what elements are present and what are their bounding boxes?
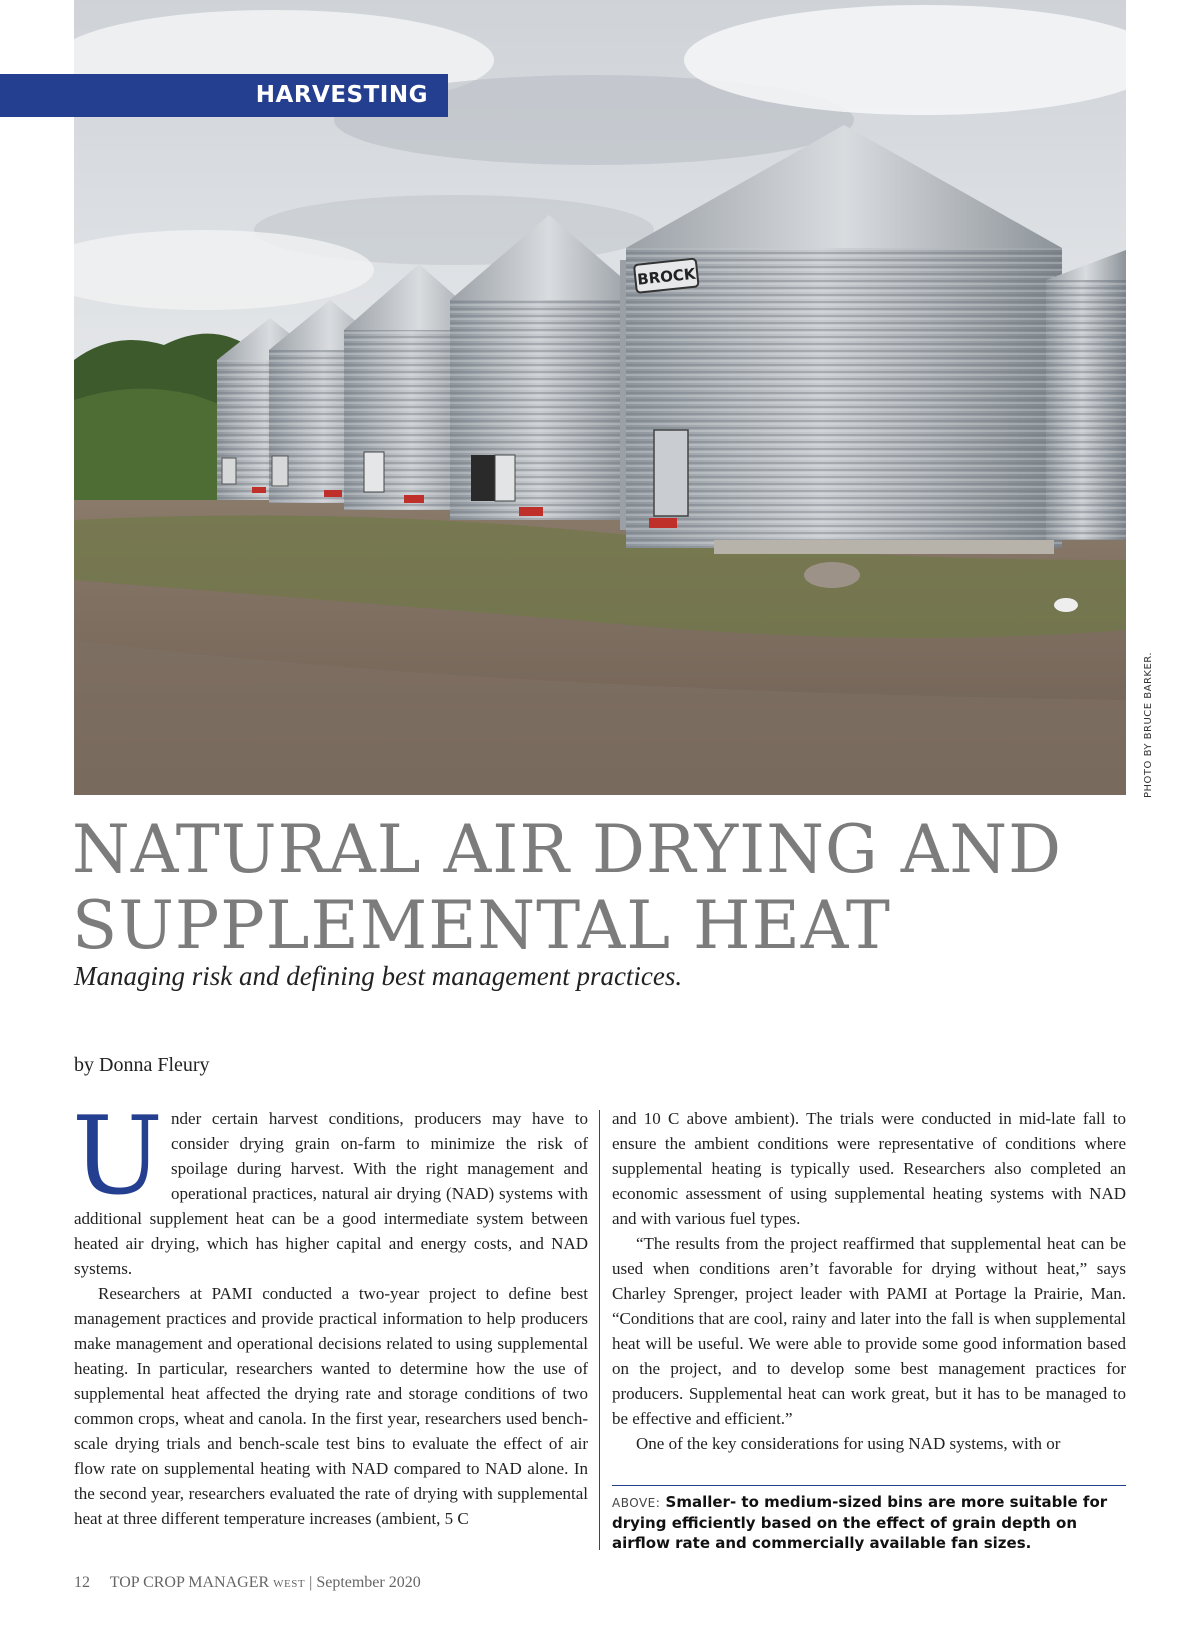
bin-brand-plate	[634, 259, 699, 293]
grain-bins-illustration	[74, 0, 1126, 795]
photo-credit: PHOTO BY BRUCE BARKER.	[1143, 651, 1154, 798]
body-column-right	[612, 1106, 1126, 1456]
deck-subtitle: Managing risk and defining best management practices.	[74, 961, 683, 991]
headline-line-1: NATURAL AIR DRYING AND	[72, 811, 1063, 888]
caption-text: Smaller- to medium-sized bins are more suitable for drying efficiently based on the effect of grain depth on airflow rate and commercially available fan sizes.	[612, 1493, 1108, 1552]
page-footer	[74, 1574, 421, 1592]
magazine-name: TOP CROP MANAGER	[109, 1574, 270, 1591]
caption-label: ABOVE:	[612, 1496, 661, 1510]
paragraph-4: “The results from the project reaffirmed that supplemental heat can be used when conditions aren’t favorable for drying without heat,” says Charley Sprenger, project leader with PAMI at Portage la Prairie, Man. “Conditions that are cool, rainy and later into the fall is when supplemental heat will be useful. We were able to provide some good information based on the project, and to develop some best management practices for producers. Supplemental heat can work great, but it has to be managed to be effective and efficient.”	[612, 1234, 1126, 1428]
paragraph-1-text: nder certain harvest conditions, producers may have to consider drying grain on-farm to minimize the risk of spoilage during harvest. With the right management and operational practices, natural air drying (NAD) systems with additional supplement heat can be a good intermediate system between heated air drying, which has higher capital and energy costs, and NAD systems.	[74, 1109, 588, 1278]
body-column-left	[72, 1094, 588, 1531]
section-tag: HARVESTING	[0, 74, 448, 117]
paragraph-2: Researchers at PAMI conducted a two-year project to define best management practices and provide practical information to help producers make management and operational decisions related to using supplemental heating. In particular, researchers wanted to determine how the use of supplemental heat affected the drying rate and storage conditions of two common crops, wheat and canola. In the first year, researchers used bench-scale drying trials and bench-scale test bins to evaluate the effect of air flow rate on supplemental heating with NAD compared to NAD alone. In the second year, researchers evaluated the rate of drying with supplemental heat at three different temperature increases (ambient, 5 C	[74, 1284, 588, 1528]
cover-photo	[74, 0, 1126, 795]
paragraph-5: One of the key considerations for using NAD systems, with or	[636, 1434, 1061, 1453]
bin-brand-label: BROCK	[636, 264, 697, 289]
byline: by Donna Fleury	[74, 1054, 210, 1076]
headline	[72, 812, 1152, 964]
footer-separator: |	[309, 1574, 313, 1591]
grain-bin-6	[1046, 250, 1126, 540]
paragraph-1	[72, 1094, 588, 1281]
photo-caption	[612, 1492, 1126, 1553]
magazine-edition: WEST	[273, 1578, 306, 1590]
page-number: 12	[74, 1574, 90, 1591]
caption-rule	[612, 1485, 1126, 1486]
issue-date: September 2020	[316, 1574, 421, 1591]
column-divider	[599, 1110, 600, 1550]
headline-line-2: SUPPLEMENTAL HEAT	[72, 887, 891, 964]
paragraph-3: and 10 C above ambient). The trials were conducted in mid-late fall to ensure the ambient conditions were representative of conditions where supplemental heating is typically used. Researchers also completed an economic assessment of using supplemental heating systems with NAD and with various fuel types.	[612, 1109, 1126, 1228]
dropcap: U	[72, 1094, 164, 1219]
